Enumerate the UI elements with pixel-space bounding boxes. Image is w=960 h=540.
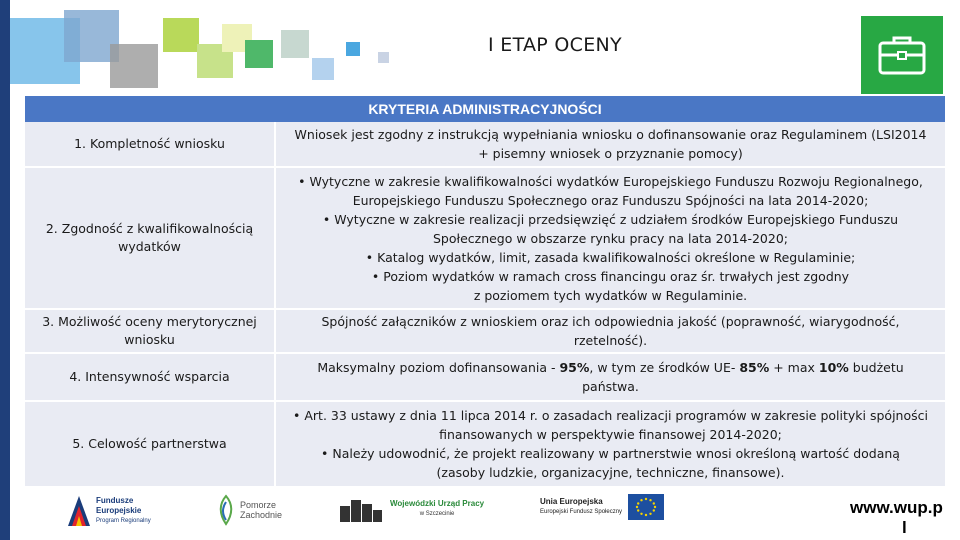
briefcase-badge: [861, 16, 943, 94]
criterion-description: [276, 354, 945, 400]
description-line: Spójność załączników z wnioskiem oraz ich odpowiednia jakość (poprawność, wiarygodność,: [321, 314, 900, 329]
criterion-label: 5. Celowość partnerstwa: [25, 402, 276, 486]
text-run: budżetu: [848, 360, 904, 375]
deco-square: [245, 40, 273, 68]
criterion-label: 2. Zgodność z kwalifikowalnością wydatków: [25, 168, 276, 308]
left-accent-bar: [0, 0, 10, 540]
description-line: [282, 358, 939, 377]
criterion-description: [276, 168, 945, 308]
criterion-description: [276, 310, 945, 352]
deco-square: [163, 18, 199, 52]
url-line: l: [902, 518, 907, 537]
logo-wup-szczecin: [338, 494, 484, 524]
website-url[interactable]: [846, 498, 960, 540]
description-line: [282, 377, 939, 396]
text-run: Maksymalny poziom dofinansowania -: [317, 360, 560, 375]
logo-text: Europejski Fundusz Społeczny: [540, 509, 623, 515]
table-row: [25, 310, 945, 354]
description-line: Społecznego w obszarze rynku pracy na lata 2014-2020;: [433, 230, 788, 246]
text-run: + max: [769, 360, 819, 375]
eu-flag-icon: [628, 494, 664, 520]
logo-text: Pomorze: [240, 500, 277, 510]
rich-description: [282, 358, 939, 396]
text-run: państwa.: [582, 379, 639, 394]
text-run-bold: 85%: [739, 360, 770, 375]
description-line: • Wytyczne w zakresie kwalifikowalności wydatków Europejskiego Funduszu Rozwoju Regionalnego,: [298, 173, 923, 189]
text-run-bold: 95%: [559, 360, 590, 375]
partner-logos: [60, 494, 700, 534]
criterion-label: 1. Kompletność wniosku: [25, 122, 276, 166]
description-line: • Poziom wydatków w ramach cross financingu oraz śr. trwałych jest zgodny: [371, 268, 850, 284]
logo-text: Fundusze: [96, 496, 134, 505]
description-line: Wniosek jest zgodny z instrukcją wypełniania wniosku o dofinansowanie oraz Regulaminem (LSI2014: [294, 127, 927, 142]
criterion-label: 4. Intensywność wsparcia: [25, 354, 276, 400]
logo-text: w Szczecinie: [419, 511, 455, 517]
description-line: Europejskiego Funduszu Społecznego oraz Funduszu Spójności na lata 2014-2020;: [352, 192, 869, 208]
criterion-label: 3. Możliwość oceny merytorycznej wniosku: [25, 310, 276, 352]
deco-square: [378, 52, 389, 63]
logo-text: Unia Europejska: [540, 497, 603, 506]
text-run: , w tym ze środków UE-: [589, 360, 740, 375]
criteria-table: [25, 96, 945, 488]
fe-logo-icon: [66, 494, 92, 528]
wup-logo-icon: [338, 494, 384, 524]
text-run-bold: 10%: [818, 360, 849, 375]
logo-text: Zachodnie: [240, 510, 283, 520]
logo-text: Europejskie: [96, 506, 142, 515]
pomorze-logo-icon: [215, 494, 237, 526]
table-header: KRYTERIA ADMINISTRACYJNOŚCI: [25, 96, 945, 122]
logo-fundusze-europejskie: [66, 494, 151, 528]
table-row: [25, 168, 945, 310]
deco-square: [281, 30, 309, 58]
description-line: • Art. 33 ustawy z dnia 11 lipca 2014 r. o zasadach realizacji programów w zakresie polityki spójności: [293, 408, 928, 423]
logo-pomorze-zachodnie: [215, 494, 282, 526]
description-line: z poziomem tych wydatków w Regulaminie.: [473, 287, 748, 303]
slide-title: I ETAP OCENY: [488, 34, 622, 56]
criterion-description: [276, 122, 945, 166]
description-line: rzetelność).: [573, 333, 648, 348]
description-line: (zasoby ludzkie, organizacyjne, techniczne, finansowe).: [436, 465, 785, 480]
logo-unia-europejska: [540, 494, 664, 520]
deco-square: [346, 42, 360, 56]
criterion-description: [276, 402, 945, 486]
description-line: • Należy udowodnić, że projekt realizowany w partnerstwie wnosi określoną wartość dodaną: [321, 446, 900, 461]
description-line: • Wytyczne w zakresie realizacji przedsięwzięć z udziałem środków Europejskiego Funduszu: [322, 211, 899, 227]
deco-square: [312, 58, 334, 80]
table-row: [25, 354, 945, 402]
description-line: + pisemny wniosek o przyznanie pomocy): [478, 146, 743, 161]
logo-text: Wojewódzki Urząd Pracy: [390, 499, 485, 508]
logo-text: Program Regionalny: [96, 518, 151, 524]
description-line: • Katalog wydatków, limit, zasada kwalifikowalności określone w Regulaminie;: [365, 249, 856, 265]
deco-square: [110, 44, 158, 88]
table-row: [25, 402, 945, 488]
url-line: www.wup.p: [850, 498, 943, 517]
table-row: [25, 122, 945, 168]
description-line: finansowanych w perspektywie finansowej 2014-2020;: [439, 427, 782, 442]
briefcase-icon: [878, 34, 926, 76]
